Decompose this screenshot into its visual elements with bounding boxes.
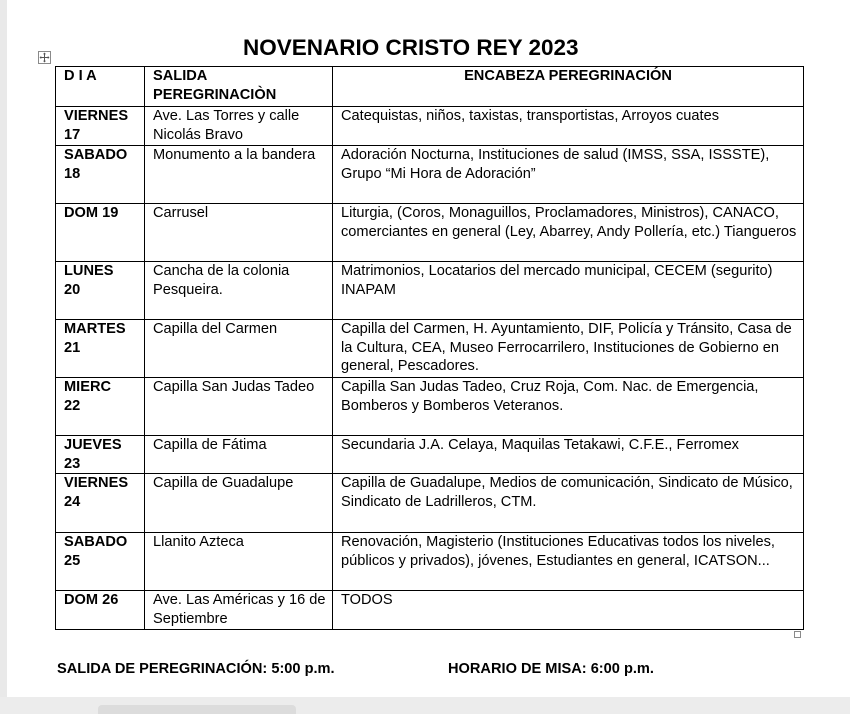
cell-dia: VIERNES 17 — [56, 107, 145, 146]
schedule-table — [55, 66, 804, 630]
cell-encabeza: Liturgia, (Coros, Monaguillos, Proclamadores, Ministros), CANACO, comerciantes en general (Ley, Abarrey, Andy Pollería, etc.) Tiangueros — [333, 204, 804, 262]
table-row — [56, 474, 804, 533]
cell-dia: VIERNES 24 — [56, 474, 145, 533]
cell-salida: Llanito Azteca — [145, 533, 333, 591]
cell-salida: Capilla San Judas Tadeo — [145, 378, 333, 436]
cell-encabeza: Adoración Nocturna, Instituciones de salud (IMSS, SSA, ISSSTE), Grupo “Mi Hora de Adoración” — [333, 146, 804, 204]
table-row — [56, 107, 804, 146]
header-salida: SALIDA PEREGRINACIÒN — [145, 67, 333, 107]
cell-dia: MARTES 21 — [56, 320, 145, 378]
header-dia: D I A — [56, 67, 145, 107]
footer-misa: HORARIO DE MISA: 6:00 p.m. — [448, 661, 654, 677]
cell-salida: Cancha de la colonia Pesqueira. — [145, 262, 333, 320]
cell-salida: Ave. Las Torres y calle Nicolás Bravo — [145, 107, 333, 146]
table-row — [56, 533, 804, 591]
cell-dia: DOM 19 — [56, 204, 145, 262]
table-row — [56, 262, 804, 320]
cell-salida: Ave. Las Américas y 16 de Septiembre — [145, 591, 333, 630]
cell-encabeza: TODOS — [333, 591, 804, 630]
table-row — [56, 146, 804, 204]
table-row — [56, 436, 804, 474]
cell-dia: LUNES 20 — [56, 262, 145, 320]
footer-salida: SALIDA DE PEREGRINACIÓN: 5:00 p.m. — [57, 661, 335, 677]
horizontal-scrollbar[interactable] — [98, 705, 296, 714]
cell-salida: Capilla del Carmen — [145, 320, 333, 378]
table-header-row — [56, 67, 804, 107]
table-row — [56, 204, 804, 262]
cell-encabeza: Matrimonios, Locatarios del mercado municipal, CECEM (segurito) INAPAM — [333, 262, 804, 320]
header-encabeza: ENCABEZA PEREGRINACIÓN — [333, 67, 804, 107]
table-row — [56, 378, 804, 436]
table-row — [56, 320, 804, 378]
cell-dia: JUEVES 23 — [56, 436, 145, 474]
cell-encabeza: Capilla del Carmen, H. Ayuntamiento, DIF, Policía y Tránsito, Casa de la Cultura, CEA, Museo Ferrocarrilero, Instituciones de Gobierno en general, Pescadores. — [333, 320, 804, 378]
cell-dia: DOM 26 — [56, 591, 145, 630]
cell-encabeza: Capilla San Judas Tadeo, Cruz Roja, Com. Nac. de Emergencia, Bomberos y Bomberos Veteranos. — [333, 378, 804, 436]
move-icon[interactable] — [38, 51, 51, 64]
cell-salida: Capilla de Guadalupe — [145, 474, 333, 533]
cell-dia: MIERC 22 — [56, 378, 145, 436]
cell-encabeza: Capilla de Guadalupe, Medios de comunicación, Sindicato de Músico, Sindicato de Ladrilleros, CTM. — [333, 474, 804, 533]
cell-dia: SABADO 25 — [56, 533, 145, 591]
cell-encabeza: Renovación, Magisterio (Instituciones Educativas todos los niveles, públicos y privados), jóvenes, Estudiantes en general, ICATSON... — [333, 533, 804, 591]
cell-salida: Carrusel — [145, 204, 333, 262]
resize-handle-icon[interactable] — [794, 631, 801, 638]
document-title: NOVENARIO CRISTO REY 2023 — [243, 35, 579, 60]
cell-salida: Monumento a la bandera — [145, 146, 333, 204]
cell-salida: Capilla de Fátima — [145, 436, 333, 474]
cell-encabeza: Catequistas, niños, taxistas, transportistas, Arroyos cuates — [333, 107, 804, 146]
cell-dia: SABADO 18 — [56, 146, 145, 204]
cell-encabeza: Secundaria J.A. Celaya, Maquilas Tetakawi, C.F.E., Ferromex — [333, 436, 804, 474]
table-row — [56, 591, 804, 630]
